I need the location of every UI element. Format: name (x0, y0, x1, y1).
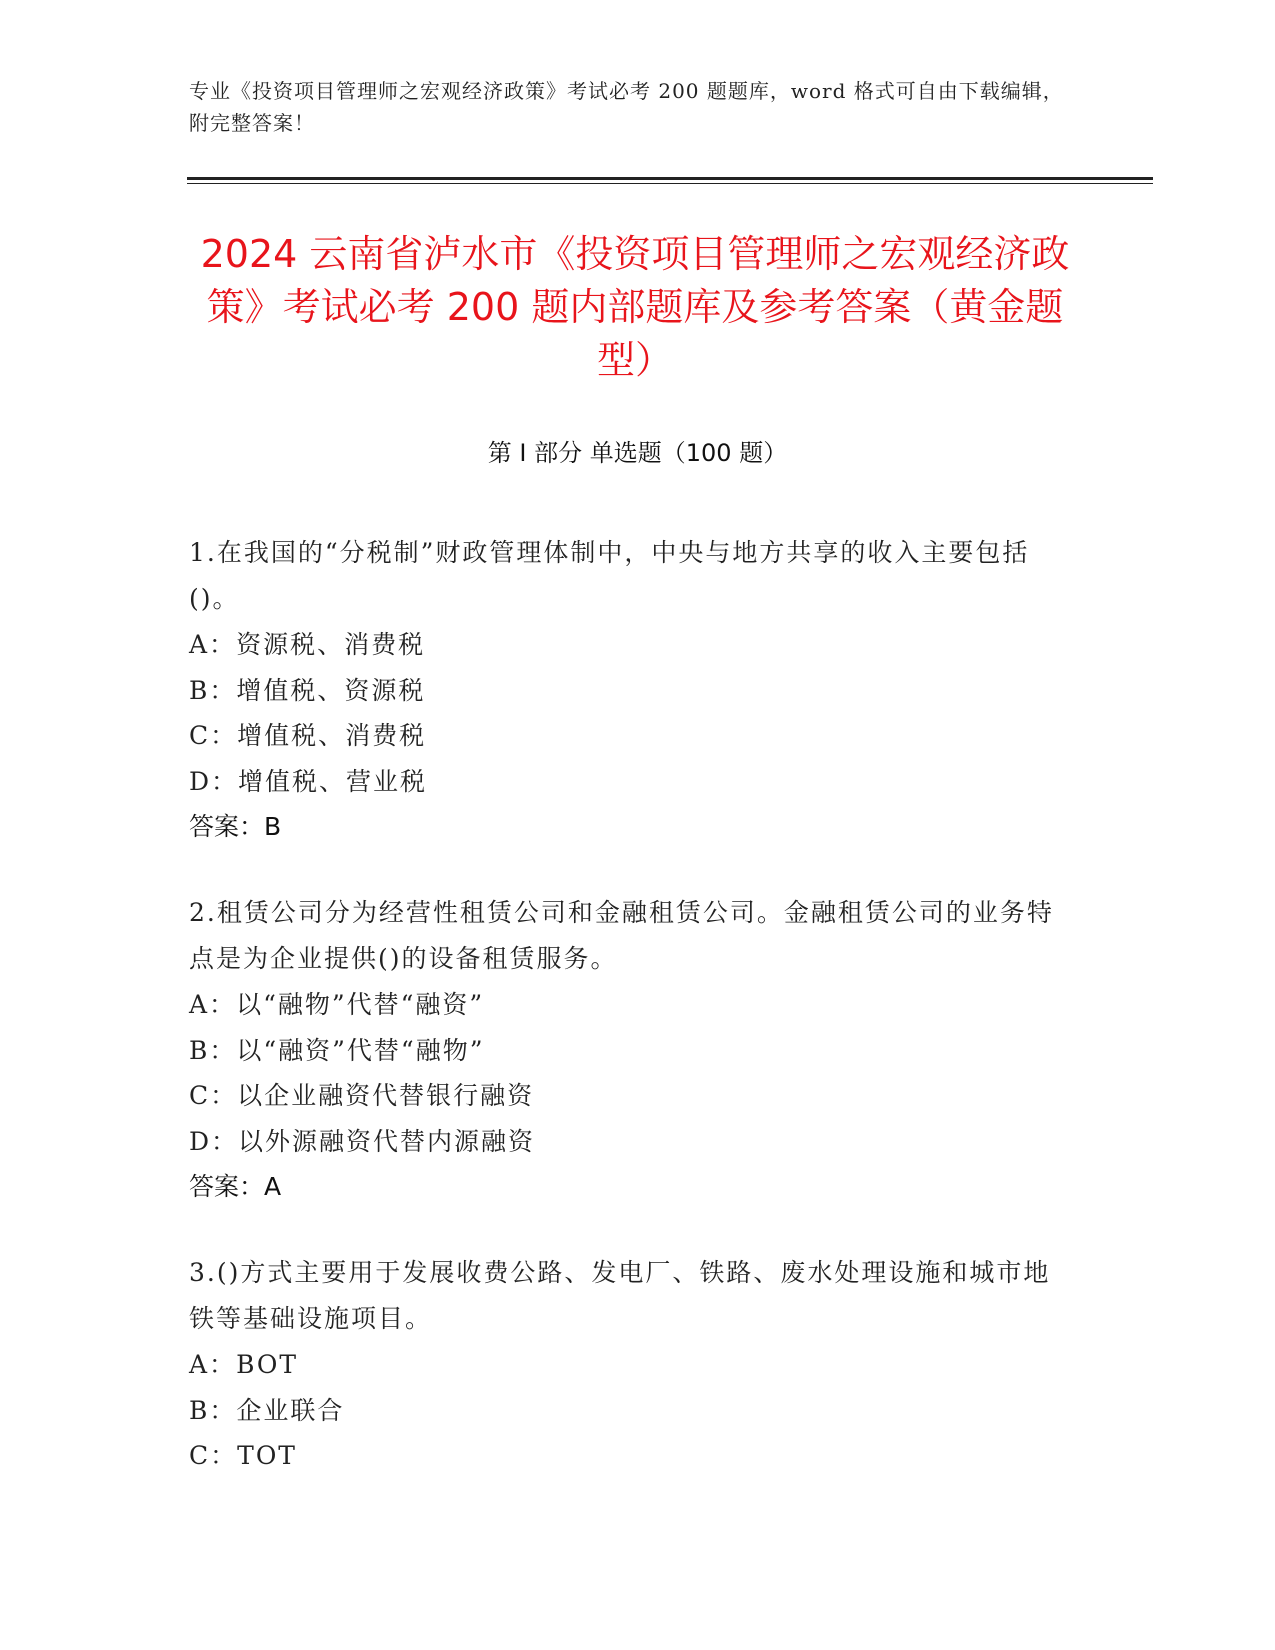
header-divider-thin (187, 183, 1153, 184)
option-text: 企业联合 (236, 1395, 345, 1425)
option-d (189, 759, 1069, 805)
header-divider-thick (187, 177, 1153, 180)
option-letter: C： (189, 721, 238, 750)
option-letter: D： (189, 766, 239, 796)
answer: 答案：B (189, 812, 282, 841)
option-c (189, 1073, 1069, 1119)
option-letter: B： (189, 1395, 237, 1425)
option-letter: B： (189, 675, 237, 705)
option-text: BOT (236, 1350, 299, 1379)
option-letter: B： (189, 1035, 237, 1065)
option-text: 增值税、营业税 (238, 766, 428, 796)
question-stem: 1.在我国的“分税制”财政管理体制中，中央与地方共享的收入主要包括()。 (189, 538, 1030, 613)
option-b (189, 668, 1069, 714)
document-title: 2024 云南省泸水市《投资项目管理师之宏观经济政策》考试必考 200 题内部题库及参考答案（黄金题型） (200, 232, 1070, 382)
question-1 (189, 530, 1069, 850)
option-text: TOT (237, 1441, 297, 1470)
option-text: 以“融物”代替“融资” (236, 990, 485, 1019)
option-a (189, 982, 1069, 1028)
option-text: 增值税、资源税 (236, 675, 426, 705)
question-list (189, 530, 1069, 1519)
option-b (189, 1028, 1069, 1074)
option-text: 以“融资”代替“融物” (236, 1035, 485, 1065)
option-d (189, 1119, 1069, 1165)
section-title: 第 I 部分 单选题（100 题） (487, 439, 788, 467)
option-letter: A： (189, 1350, 237, 1379)
option-letter: C： (189, 1081, 238, 1110)
option-text: 以外源融资代替内源融资 (238, 1126, 536, 1156)
option-b (189, 1388, 1069, 1434)
option-letter: A： (189, 630, 237, 659)
answer: 答案：A (189, 1172, 282, 1201)
option-text: 以企业融资代替银行融资 (237, 1081, 535, 1110)
header-note: 专业《投资项目管理师之宏观经济政策》考试必考 200 题题库，word 格式可自由下载编辑，附完整答案！ (189, 79, 1064, 135)
option-letter: C： (189, 1441, 238, 1470)
option-text: 增值税、消费税 (237, 721, 427, 750)
option-c (189, 713, 1069, 759)
option-letter: A： (189, 990, 237, 1019)
question-stem: 2.租赁公司分为经营性租赁公司和金融租赁公司。金融租赁公司的业务特点是为企业提供()的设备租赁服务。 (189, 898, 1054, 973)
option-a (189, 622, 1069, 668)
option-text: 资源税、消费税 (236, 630, 426, 659)
option-a (189, 1342, 1069, 1388)
question-stem: 3.()方式主要用于发展收费公路、发电厂、铁路、废水处理设施和城市地铁等基础设施项目。 (189, 1258, 1051, 1333)
option-letter: D： (189, 1126, 239, 1156)
option-c (189, 1433, 1069, 1479)
question-2 (189, 890, 1069, 1210)
question-3 (189, 1250, 1069, 1479)
